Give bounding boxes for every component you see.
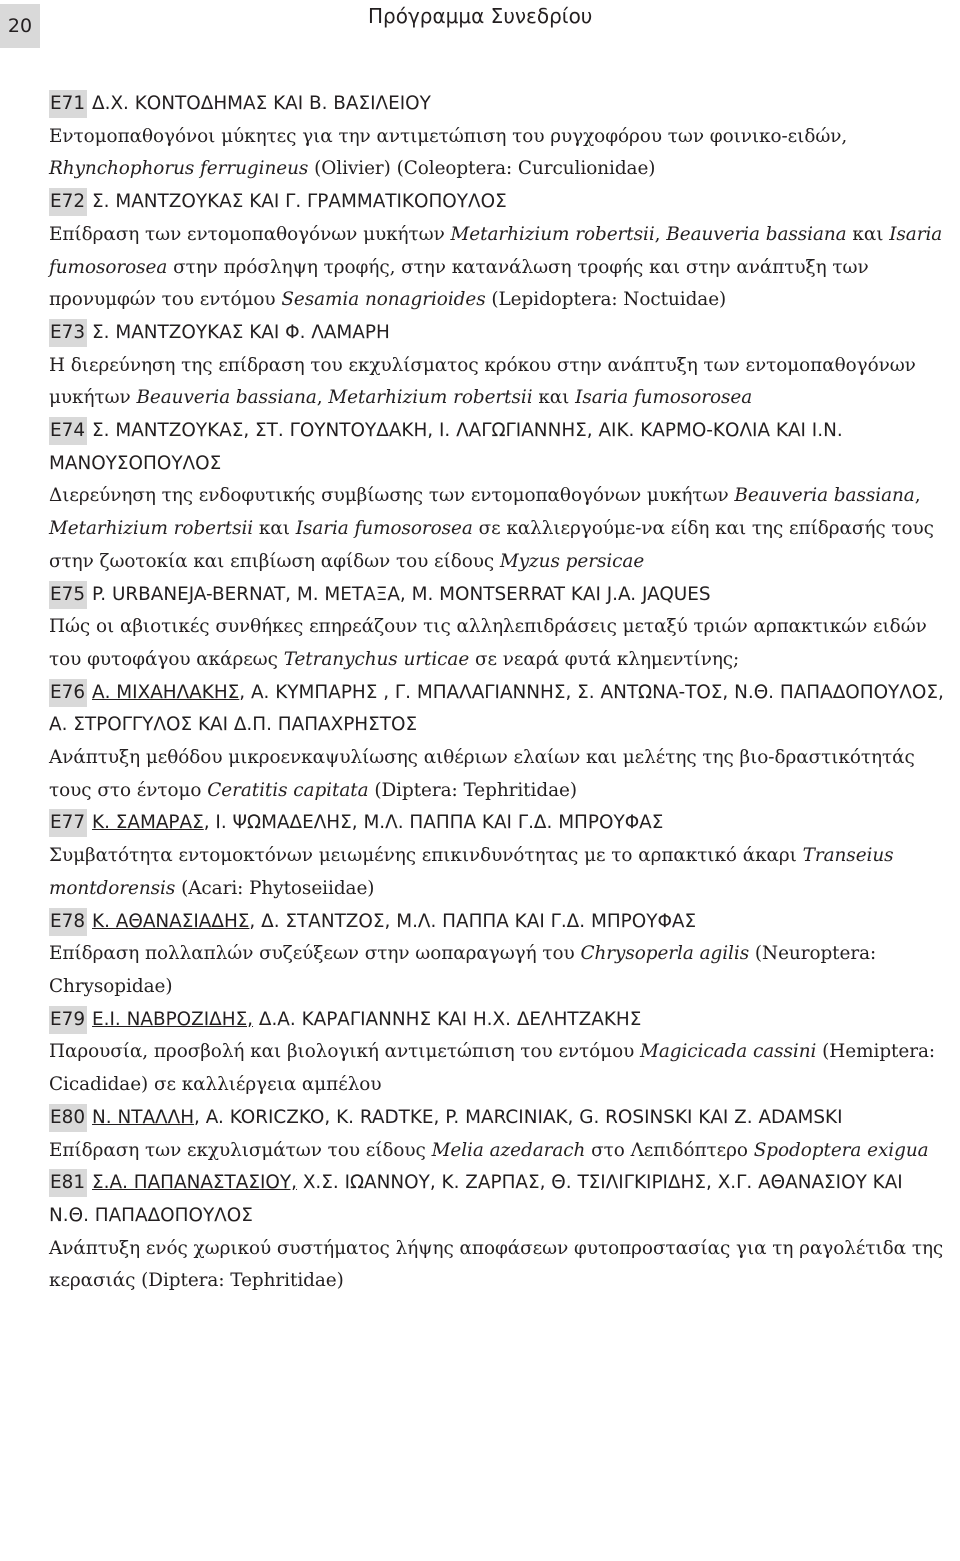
entry-title bbox=[49, 350, 944, 415]
presenting-author: Ν. ΝΤΑΛΛΗ bbox=[92, 1106, 195, 1128]
entry-authors bbox=[49, 415, 944, 480]
entry-code: E71 bbox=[49, 90, 87, 118]
entry-authors bbox=[49, 1102, 944, 1135]
title-text: στο Λεπιδόπτερο bbox=[585, 1139, 754, 1161]
species-name: Tetranychus urticae bbox=[283, 648, 470, 670]
species-name: Metarhizium robertsii bbox=[49, 518, 254, 540]
presenting-author: Ε.Ι. ΝΑΒΡΟΖΙΔΗΣ, bbox=[92, 1008, 254, 1030]
species-name: Rhynchophorus ferrugineus bbox=[49, 158, 309, 180]
species-name: Metarhizium robertsii bbox=[328, 387, 533, 409]
species-name: Metarhizium robertsii bbox=[450, 223, 655, 245]
entry-authors bbox=[49, 88, 944, 121]
entry-code: E72 bbox=[49, 188, 87, 216]
title-text: και bbox=[846, 223, 890, 245]
species-name: Melia azedarach bbox=[431, 1139, 586, 1161]
entry-code: E74 bbox=[49, 417, 87, 445]
title-text: Πώς οι αβιοτικές συνθήκες επηρεάζουν τις αλληλεπιδράσεις μεταξύ τριών αρπακτικών ειδών του φυτοφάγου ακάρεως bbox=[49, 616, 927, 670]
author-list: Δ.Χ. ΚΟΝΤΟΔΗΜΑΣ ΚΑΙ Β. ΒΑΣΙΛΕΙΟΥ bbox=[92, 93, 431, 114]
entry-title bbox=[49, 1135, 944, 1168]
species-name: Transeius montdorensis bbox=[49, 845, 894, 899]
entry-title bbox=[49, 938, 944, 1003]
entry-authors bbox=[49, 317, 944, 350]
species-name: Isaria fumosorosea bbox=[49, 223, 943, 278]
author-list: Σ. ΜΑΝΤΖΟΥΚΑΣ ΚΑΙ Φ. ΛΑΜΑΡΗ bbox=[92, 321, 390, 343]
species-name: Beauveria bassiana bbox=[666, 223, 847, 245]
program-entries bbox=[49, 88, 944, 1298]
title-text: στην πρόσληψη τροφής, στην κατανάλωση τροφής και στην ανάπτυξη των προνυμφών του εντόμου bbox=[49, 256, 869, 311]
program-entry bbox=[49, 88, 944, 186]
entry-title bbox=[49, 1233, 944, 1298]
presenting-author: Α. ΜΙΧΑΗΛΑΚΗΣ bbox=[92, 681, 240, 703]
species-name: Sesamia nonagrioides bbox=[281, 289, 486, 311]
title-text: Η διερεύνηση της επίδραση του εκχυλίσματος κρόκου στην ανάπτυξη των εντομοπαθογόνων μυκήτων bbox=[49, 354, 916, 409]
title-text: (Acari: Phytoseiidae) bbox=[175, 877, 375, 899]
title-text: Ανάπτυξη μεθόδου μικροενκαψυλίωσης αιθέριων ελαίων και μελέτης της βιο-δραστικότητάς τους στο έντομο bbox=[49, 747, 915, 801]
title-text: (Diptera: Tephritidae) bbox=[368, 779, 577, 801]
entry-authors bbox=[49, 807, 944, 840]
author-list: Χ.Σ. ΙΩΑΝΝΟΥ, Κ. ΖΑΡΠΑΣ, Θ. ΤΣΙΛΙΓΚΙΡΙΔΗΣ, Χ.Γ. ΑΘΑΝΑΣΙΟΥ ΚΑΙ Ν.Θ. ΠΑΠΑΔΟΠΟΥΛΟΣ bbox=[49, 1172, 903, 1226]
title-text: (Neuroptera: Chrysopidae) bbox=[49, 943, 877, 997]
title-text: και bbox=[532, 387, 576, 409]
program-entry bbox=[49, 1167, 944, 1298]
title-text: Συμβατότητα εντομοκτόνων μειωμένης επικινδυνότητας με το αρπακτικό άκαρι bbox=[49, 845, 803, 867]
author-list: Σ. ΜΑΝΤΖΟΥΚΑΣ, ΣΤ. ΓΟΥΝΤΟΥΔΑΚΗ, Ι. ΛΑΓΩΓΙΑΝΝΗΣ, ΑΙΚ. ΚΑΡΜΟ-ΚΟΛΙΑ ΚΑΙ Ι.Ν. ΜΑΝΟΥΣΟΠΟΥΛΟΣ bbox=[49, 420, 843, 474]
entry-code: E75 bbox=[49, 581, 87, 609]
program-entry bbox=[49, 807, 944, 905]
title-text: Επίδραση των εκχυλισμάτων του είδους bbox=[49, 1139, 432, 1161]
author-list: Δ.Α. ΚΑΡΑΓΙΑΝΝΗΣ ΚΑΙ Η.Χ. ΔΕΛΗΤΖΑΚΗΣ bbox=[253, 1008, 642, 1030]
title-text: σε καλλιεργούμε-να είδη και της επίδρασής τους στην ζωοτοκία και επιβίωση αφίδων του είδους bbox=[49, 518, 934, 572]
program-entry bbox=[49, 1102, 944, 1167]
species-name: Magicicada cassini bbox=[640, 1041, 817, 1063]
author-list: , Δ. ΣΤΑΝΤΖΟΣ, Μ.Λ. ΠΑΠΠΑ ΚΑΙ Γ.Δ. ΜΠΡΟΥΦΑΣ bbox=[249, 910, 697, 932]
program-entry bbox=[49, 317, 944, 415]
species-name: Ceratitis capitata bbox=[207, 779, 369, 801]
entry-code: E77 bbox=[49, 809, 87, 837]
page-header bbox=[0, 0, 960, 50]
running-title: Πρόγραμμα Συνεδρίου bbox=[368, 4, 593, 28]
program-entry bbox=[49, 906, 944, 1004]
program-entry bbox=[49, 579, 944, 677]
species-name: Beauveria bassiana bbox=[734, 485, 915, 507]
entry-authors bbox=[49, 677, 944, 742]
title-text: , bbox=[914, 485, 921, 507]
presenting-author: Σ.Α. ΠΑΠΑΝΑΣΤΑΣΙΟΥ, bbox=[92, 1172, 297, 1194]
program-entry bbox=[49, 415, 944, 579]
title-text: , bbox=[654, 223, 667, 245]
title-text: Ανάπτυξη ενός χωρικού συστήματος λήψης αποφάσεων φυτοπροστασίας για τη ραγολέτιδα της κερασιάς (Diptera: Tephritidae) bbox=[49, 1237, 944, 1292]
title-text: και bbox=[253, 518, 296, 540]
entry-title bbox=[49, 480, 944, 578]
entry-code: E76 bbox=[49, 679, 87, 707]
title-text: (Olivier) (Coleoptera: Curculionidae) bbox=[308, 158, 656, 180]
title-text: Επίδραση πολλαπλών συζεύξεων στην ωοπαραγωγή του bbox=[49, 943, 581, 965]
presenting-author: Κ. ΣΑΜΑΡΑΣ bbox=[92, 812, 204, 834]
author-list: Σ. ΜΑΝΤΖΟΥΚΑΣ ΚΑΙ Γ. ΓΡΑΜΜΑΤΙΚΟΠΟΥΛΟΣ bbox=[92, 191, 507, 213]
title-text: (Lepidoptera: Noctuidae) bbox=[485, 289, 727, 311]
species-name: Beauveria bassiana bbox=[136, 387, 317, 409]
entry-title bbox=[49, 840, 944, 905]
species-name: Chrysoperla agilis bbox=[580, 943, 750, 965]
page-number: 20 bbox=[0, 4, 40, 48]
entry-code: E78 bbox=[49, 908, 87, 936]
entry-title bbox=[49, 121, 944, 186]
entry-title bbox=[49, 611, 944, 676]
title-text: , bbox=[316, 387, 329, 409]
program-entry bbox=[49, 677, 944, 808]
species-name: Isaria fumosorosea bbox=[295, 518, 473, 540]
author-list: , A. KORICZKO, K. RADTKE, P. MARCINIAK, G. ROSINSKI ΚΑΙ Z. ADAMSKI bbox=[194, 1106, 843, 1128]
presenting-author: Κ. ΑΘΑΝΑΣΙΑΔΗΣ bbox=[92, 910, 250, 932]
program-entry bbox=[49, 186, 944, 317]
author-list: , Α. ΚΥΜΠΑΡΗΣ , Γ. ΜΠΑΛΑΓΙΑΝΝΗΣ, Σ. ΑΝΤΩΝΑ-ΤΟΣ, Ν.Θ. ΠΑΠΑΔΟΠΟΥΛΟΣ, Α. ΣΤΡΟΓΓΥΛΟΣ ΚΑΙ Δ.Π. ΠΑΠΑΧΡΗΣΤΟΣ bbox=[49, 681, 944, 736]
entry-authors bbox=[49, 906, 944, 939]
entry-title bbox=[49, 219, 944, 317]
species-name: Myzus persicae bbox=[499, 550, 645, 572]
species-name: Isaria fumosorosea bbox=[575, 387, 753, 409]
title-text: Εντομοπαθογόνοι μύκητες για την αντιμετώπιση του ρυγχοφόρου των φοινικο-ειδών, bbox=[49, 125, 848, 147]
title-text: σε νεαρά φυτά κλημεντίνης; bbox=[469, 648, 740, 670]
species-name: Spodoptera exigua bbox=[753, 1139, 929, 1161]
title-text: (Hemiptera: Cicadidae) σε καλλιέργεια αμπέλου bbox=[49, 1041, 936, 1096]
entry-authors bbox=[49, 1004, 944, 1037]
title-text: Παρουσία, προσβολή και βιολογική αντιμετώπιση του εντόμου bbox=[49, 1041, 641, 1063]
title-text: Διερεύνηση της ενδοφυτικής συμβίωσης των εντομοπαθογόνων μυκήτων bbox=[49, 485, 735, 507]
entry-title bbox=[49, 742, 944, 807]
entry-code: E79 bbox=[49, 1006, 87, 1034]
entry-authors bbox=[49, 186, 944, 219]
entry-code: E73 bbox=[49, 319, 87, 347]
entry-code: E81 bbox=[49, 1169, 87, 1197]
title-text: Επίδραση των εντομοπαθογόνων μυκήτων bbox=[49, 223, 451, 245]
entry-authors bbox=[49, 1167, 944, 1232]
entry-authors bbox=[49, 579, 944, 612]
author-list: P. URBANEJA-BERNAT, Μ. ΜΕΤΑΞΑ, M. MONTSERRAT ΚΑΙ J.A. JAQUES bbox=[92, 583, 711, 605]
program-entry bbox=[49, 1004, 944, 1102]
author-list: , Ι. ΨΩΜΑΔΕΛΗΣ, Μ.Λ. ΠΑΠΠΑ ΚΑΙ Γ.Δ. ΜΠΡΟΥΦΑΣ bbox=[203, 812, 664, 834]
entry-code: E80 bbox=[49, 1104, 87, 1132]
entry-title bbox=[49, 1036, 944, 1101]
